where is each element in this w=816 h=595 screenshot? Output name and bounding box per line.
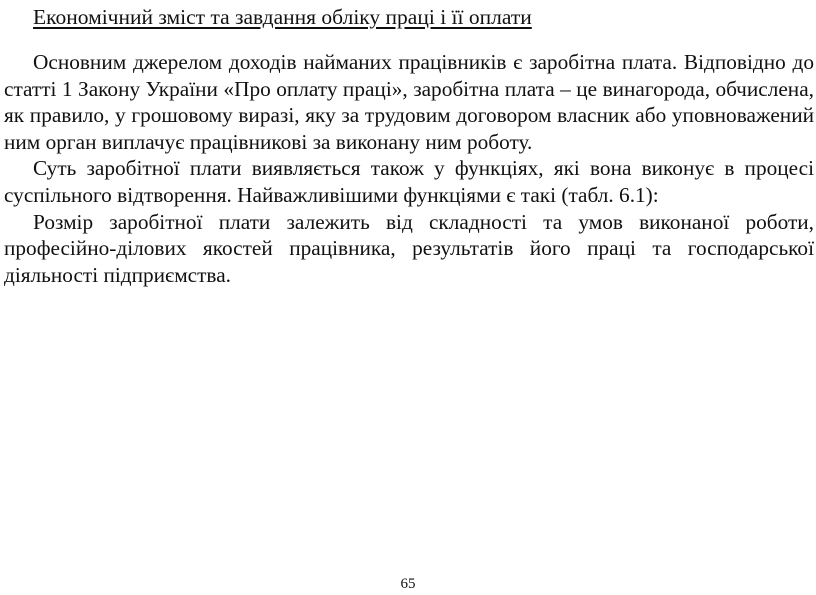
section-title: Економічний зміст та завдання обліку праці і її оплати — [33, 5, 532, 29]
page-number: 65 — [400, 576, 416, 592]
paragraph-definition: Основним джерелом доходів найманих працівників є заробітна плата. Відповідно до статті 1 Закону України «Про оплату праці», заробітна плата – це винагорода, обчислена, як правило, у грошовому виразі, яку за трудовим договором власник або уповноважений ним орган виплачує працівникові за виконану ним роботу. — [4, 50, 814, 154]
paragraph-functions: Суть заробітної плати виявляється також у функціях, які вона виконує в процесі суспільного відтворення. Найважливішими функціями є такі (табл. 6.1): — [4, 156, 814, 207]
body-text — [4, 49, 814, 288]
paragraph-wage-size: Розмір заробітної плати залежить від складності та умов виконаної роботи, професійно-ділових якостей працівника, результатів його праці та господарської діяльності підприємства. — [4, 209, 814, 287]
